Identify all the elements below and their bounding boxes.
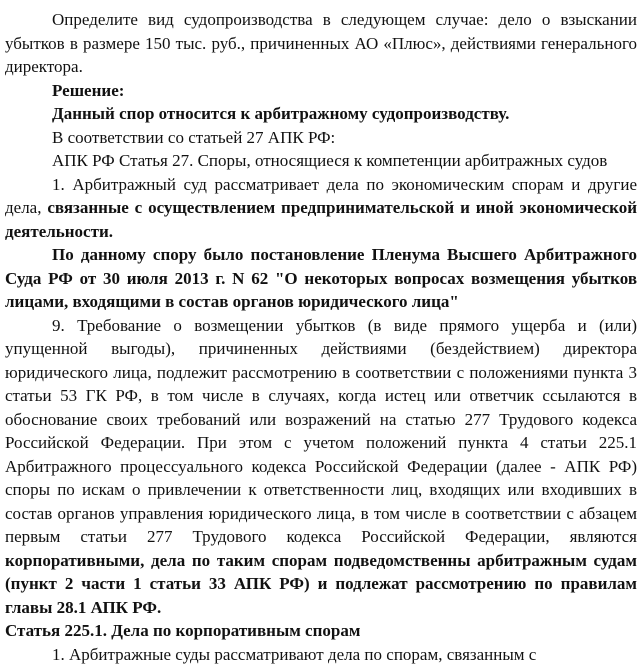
item-9-text: 9. Требование о возмещении убытков (в виде прямого ущерба и (или) упущенной выгоды), причиненных действиями (бездействием) директора юридического лица, подлежит рассмотрению в соответствии с положениями пункта 3 статьи 53 ГК РФ, в том числе в случаях, когда истец или ответчик ссылаются в обоснование своих требований или возражений на статью 277 Трудового кодекса Российской Федерации. При этом с учетом положений пункта 4 статьи 225.1 Арбитражного процессуального кодекса Российской Федерации (далее - АПК РФ) споры по искам о привлечении к ответственности лиц, входящих или входивших в состав органов управления юридического лица, в том числе в соответствии с абзацем первым статьи 277 Трудового кодекса Российской Федерации, являются — [5, 315, 637, 546]
article-225-label: Статья 225.1. — [5, 621, 107, 640]
item-9-paragraph — [5, 314, 637, 620]
item-1-paragraph — [5, 173, 637, 244]
article-reference: В соответствии со статьей 27 АПК РФ: — [52, 127, 336, 147]
article-225-title: Дела по корпоративным спорам — [106, 621, 361, 640]
article-225-heading — [5, 619, 637, 643]
article-27-title: АПК РФ Статья 27. Споры, относящиеся к компетенции арбитражных судов — [52, 151, 608, 170]
conclusion-paragraph — [5, 102, 637, 126]
solution-label — [5, 79, 637, 103]
item-9-bold-text: корпоративными, дела по таким спорам подведомственны арбитражным судам (пункт 2 части 1 статьи 33 АПК РФ) и подлежат рассмотрению по правилам главы 28.1 АПК РФ. — [5, 550, 637, 617]
document-page — [5, 8, 637, 666]
item-1-bold-text: связанные с осуществлением предпринимательской и иной экономической деятельности. — [5, 198, 638, 241]
solution-label-text: Решение: — [52, 80, 125, 100]
item-1-text: 1. Арбитражный суд рассматривает дела по экономическим спорам и другие дела, — [5, 174, 637, 217]
plenum-text: По данному спору было постановление Пленума Высшего Арбитражного Суда РФ от 30 июля 2013 г. N 62 "О некоторых вопросах возмещения убытков лицами, входящими в состав органов юридического лица" — [5, 245, 637, 311]
plenum-paragraph — [5, 243, 637, 314]
item-225-1-paragraph: 1. Арбитражные суды рассматривают дела по спорам, связанным с — [52, 644, 537, 664]
conclusion-text: Данный спор относится к арбитражному судопроизводству. — [52, 104, 510, 123]
task-paragraph: Определите вид судопроизводства в следующем случае: дело о взыскании убытков в размере 150 тыс. руб., причиненных АО «Плюс», действиями генерального директора. — [5, 10, 637, 76]
